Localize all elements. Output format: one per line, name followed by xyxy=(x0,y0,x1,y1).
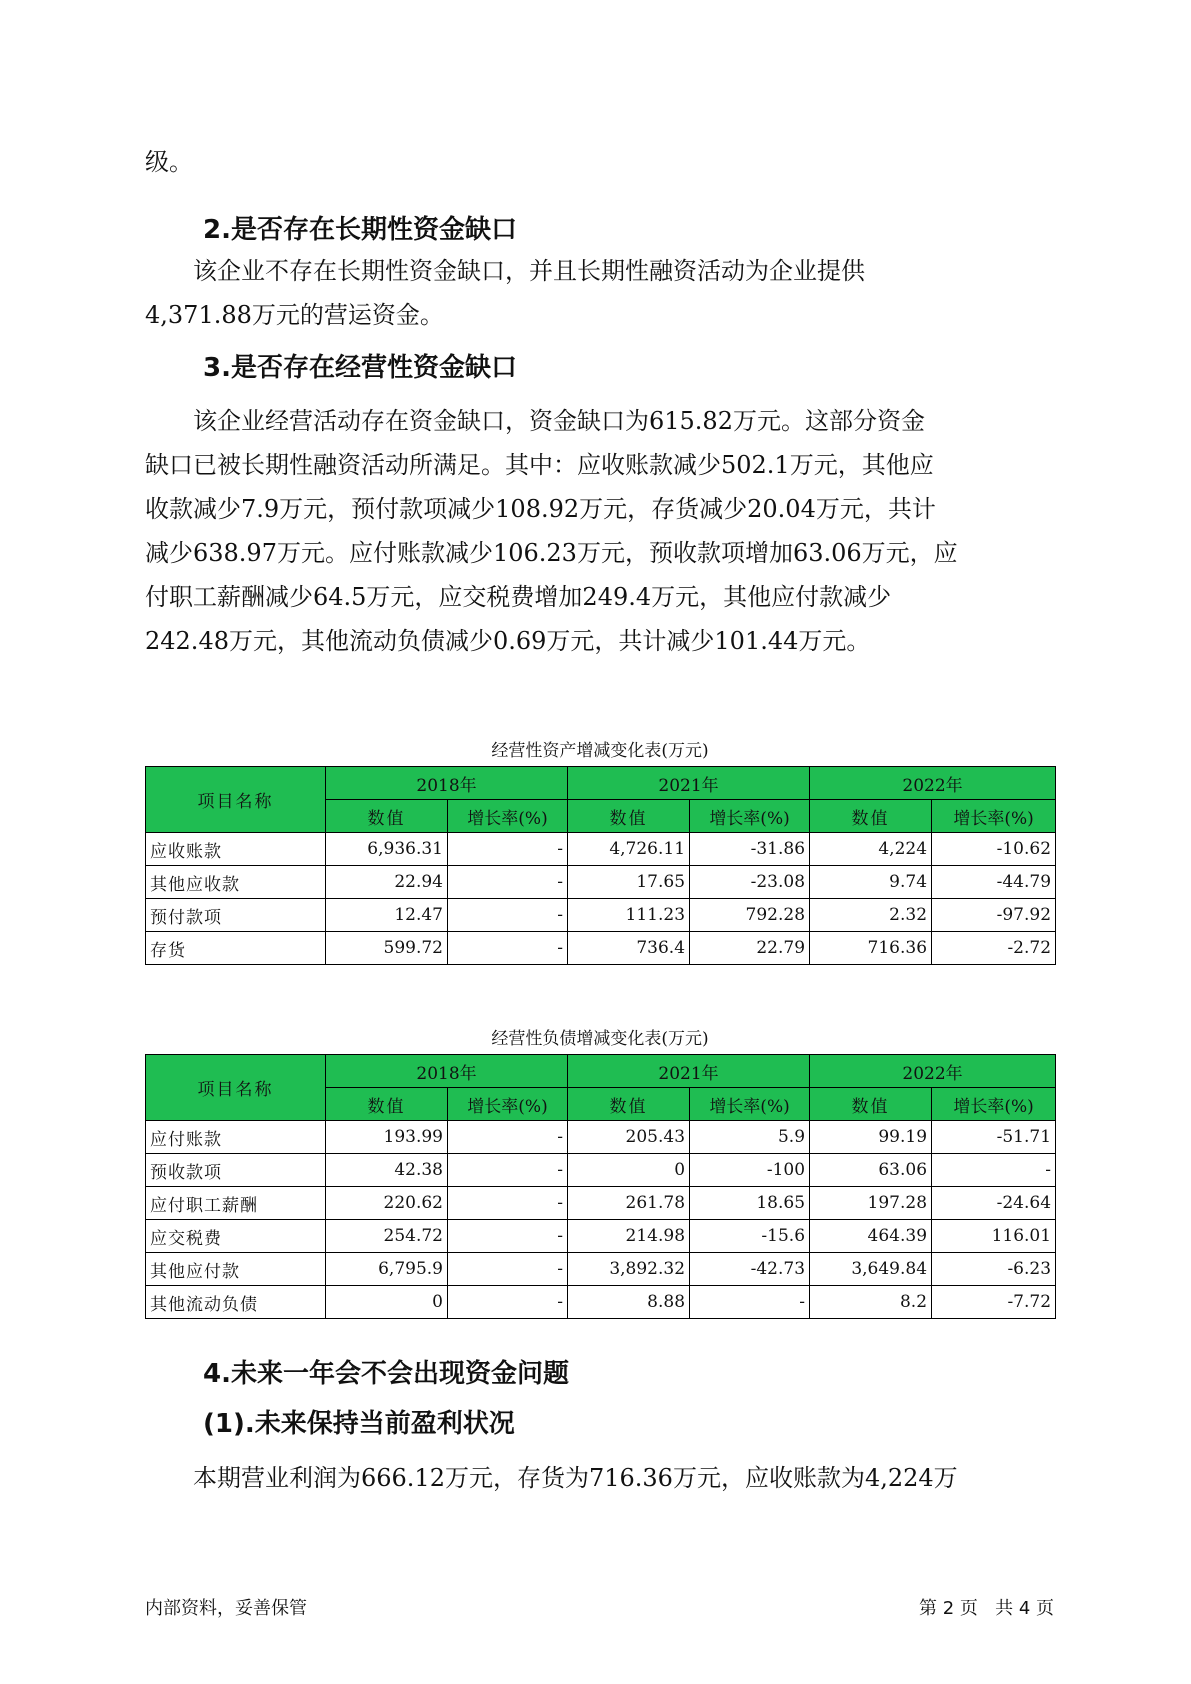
cell-value: 6,795.9 xyxy=(326,1253,448,1286)
cell-growth-rate: -7.72 xyxy=(932,1286,1056,1319)
cell-growth-rate: -24.64 xyxy=(932,1187,1056,1220)
cell-growth-rate: - xyxy=(932,1154,1056,1187)
cell-value: 12.47 xyxy=(326,899,448,932)
cell-growth-rate: 5.9 xyxy=(690,1121,810,1154)
heading-long-term-gap: 2.是否存在长期性资金缺口 xyxy=(203,215,517,245)
cell-value: 17.65 xyxy=(568,866,690,899)
cell-value: 3,892.32 xyxy=(568,1253,690,1286)
heading-operating-gap: 3.是否存在经营性资金缺口 xyxy=(203,353,517,383)
cell-value: 220.62 xyxy=(326,1187,448,1220)
cell-growth-rate: - xyxy=(448,932,568,965)
table-row xyxy=(146,1121,1056,1154)
paragraph-operating-gap xyxy=(145,399,1045,663)
header-year: 2021年 xyxy=(568,767,810,800)
cell-value: 254.72 xyxy=(326,1220,448,1253)
cell-value: 4,224 xyxy=(810,833,932,866)
cell-growth-rate: - xyxy=(448,1187,568,1220)
cell-value: 716.36 xyxy=(810,932,932,965)
cell-growth-rate: -15.6 xyxy=(690,1220,810,1253)
header-value: 数值 xyxy=(326,1088,448,1121)
row-item-name: 其他应收款 xyxy=(146,866,326,899)
row-item-name: 应付职工薪酬 xyxy=(146,1187,326,1220)
footer-confidential: 内部资料，妥善保管 xyxy=(145,1598,307,1619)
header-value: 数值 xyxy=(326,800,448,833)
header-growth: 增长率(%) xyxy=(690,800,810,833)
header-year: 2018年 xyxy=(326,767,568,800)
table-row xyxy=(146,833,1056,866)
cell-value: 8.88 xyxy=(568,1286,690,1319)
cell-growth-rate: -23.08 xyxy=(690,866,810,899)
cell-growth-rate: - xyxy=(448,899,568,932)
text-fragment: 级。 xyxy=(145,148,193,176)
table-row xyxy=(146,1253,1056,1286)
cell-growth-rate: -2.72 xyxy=(932,932,1056,965)
cell-growth-rate: -10.62 xyxy=(932,833,1056,866)
paragraph-long-term-gap xyxy=(145,249,1045,337)
header-item-name: 项目名称 xyxy=(146,767,326,833)
cell-value: 111.23 xyxy=(568,899,690,932)
cell-value: 0 xyxy=(326,1286,448,1319)
header-value: 数值 xyxy=(568,800,690,833)
heading-current-profit: (1).未来保持当前盈利状况 xyxy=(203,1409,515,1439)
row-item-name: 预收款项 xyxy=(146,1154,326,1187)
cell-value: 42.38 xyxy=(326,1154,448,1187)
cell-growth-rate: - xyxy=(690,1286,810,1319)
cell-value: 0 xyxy=(568,1154,690,1187)
header-item-name: 项目名称 xyxy=(146,1055,326,1121)
header-year: 2021年 xyxy=(568,1055,810,1088)
cell-value: 736.4 xyxy=(568,932,690,965)
paragraph-current-profit: 本期营业利润为666.12万元，存货为716.36万元，应收账款为4,224万 xyxy=(193,1464,958,1492)
cell-growth-rate: -97.92 xyxy=(932,899,1056,932)
paragraph-line: 付职工薪酬减少64.5万元，应交税费增加249.4万元，其他应付款减少 xyxy=(145,583,892,611)
paragraph-line: 该企业经营活动存在资金缺口，资金缺口为615.82万元。这部分资金 xyxy=(193,407,925,435)
row-item-name: 预付款项 xyxy=(146,899,326,932)
cell-value: 205.43 xyxy=(568,1121,690,1154)
cell-growth-rate: - xyxy=(448,1286,568,1319)
row-item-name: 应收账款 xyxy=(146,833,326,866)
cell-value: 599.72 xyxy=(326,932,448,965)
cell-growth-rate: -51.71 xyxy=(932,1121,1056,1154)
row-item-name: 应付账款 xyxy=(146,1121,326,1154)
row-item-name: 应交税费 xyxy=(146,1220,326,1253)
paragraph-line: 242.48万元，其他流动负债减少0.69万元，共计减少101.44万元。 xyxy=(145,627,871,655)
cell-growth-rate: - xyxy=(448,1220,568,1253)
cell-value: 8.2 xyxy=(810,1286,932,1319)
cell-growth-rate: -42.73 xyxy=(690,1253,810,1286)
paragraph-line: 收款减少7.9万元，预付款项减少108.92万元，存货减少20.04万元，共计 xyxy=(145,495,936,523)
row-item-name: 存货 xyxy=(146,932,326,965)
cell-growth-rate: - xyxy=(448,1154,568,1187)
header-growth: 增长率(%) xyxy=(690,1088,810,1121)
table-row xyxy=(146,1220,1056,1253)
table-row xyxy=(146,1187,1056,1220)
cell-growth-rate: -6.23 xyxy=(932,1253,1056,1286)
paragraph-line: 缺口已被长期性融资活动所满足。其中：应收账款减少502.1万元，其他应 xyxy=(145,451,934,479)
table-header-row xyxy=(146,767,1056,800)
cell-value: 9.74 xyxy=(810,866,932,899)
cell-value: 63.06 xyxy=(810,1154,932,1187)
cell-growth-rate: - xyxy=(448,833,568,866)
header-year: 2022年 xyxy=(810,1055,1056,1088)
table-row xyxy=(146,866,1056,899)
cell-value: 3,649.84 xyxy=(810,1253,932,1286)
header-growth: 增长率(%) xyxy=(448,1088,568,1121)
header-value: 数值 xyxy=(810,1088,932,1121)
header-growth: 增长率(%) xyxy=(448,800,568,833)
cell-value: 2.32 xyxy=(810,899,932,932)
heading-future-funding: 4.未来一年会不会出现资金问题 xyxy=(203,1359,569,1389)
table-row xyxy=(146,1154,1056,1187)
cell-value: 22.94 xyxy=(326,866,448,899)
cell-value: 6,936.31 xyxy=(326,833,448,866)
cell-growth-rate: -44.79 xyxy=(932,866,1056,899)
table-operating-assets xyxy=(145,766,1056,965)
cell-growth-rate: 18.65 xyxy=(690,1187,810,1220)
header-growth: 增长率(%) xyxy=(932,1088,1056,1121)
table-caption-liabilities: 经营性负债增减变化表(万元) xyxy=(491,1029,709,1049)
paragraph-line: 4,371.88万元的营运资金。 xyxy=(145,301,444,329)
cell-growth-rate: 22.79 xyxy=(690,932,810,965)
row-item-name: 其他应付款 xyxy=(146,1253,326,1286)
header-growth: 增长率(%) xyxy=(932,800,1056,833)
cell-value: 99.19 xyxy=(810,1121,932,1154)
header-value: 数值 xyxy=(568,1088,690,1121)
cell-growth-rate: - xyxy=(448,1121,568,1154)
cell-growth-rate: -31.86 xyxy=(690,833,810,866)
header-year: 2022年 xyxy=(810,767,1056,800)
table-header-row xyxy=(146,1055,1056,1088)
table-row xyxy=(146,932,1056,965)
cell-value: 464.39 xyxy=(810,1220,932,1253)
header-value: 数值 xyxy=(810,800,932,833)
cell-growth-rate: 116.01 xyxy=(932,1220,1056,1253)
cell-value: 193.99 xyxy=(326,1121,448,1154)
cell-value: 261.78 xyxy=(568,1187,690,1220)
table-operating-liabilities xyxy=(145,1054,1056,1319)
paragraph-line: 减少638.97万元。应付账款减少106.23万元，预收款项增加63.06万元，应 xyxy=(145,539,958,567)
cell-value: 214.98 xyxy=(568,1220,690,1253)
paragraph-line: 该企业不存在长期性资金缺口，并且长期性融资活动为企业提供 xyxy=(193,257,865,285)
table-caption-assets: 经营性资产增减变化表(万元) xyxy=(491,741,709,761)
cell-value: 4,726.11 xyxy=(568,833,690,866)
table-row xyxy=(146,1286,1056,1319)
table-row xyxy=(146,899,1056,932)
cell-growth-rate: 792.28 xyxy=(690,899,810,932)
header-year: 2018年 xyxy=(326,1055,568,1088)
cell-value: 197.28 xyxy=(810,1187,932,1220)
row-item-name: 其他流动负债 xyxy=(146,1286,326,1319)
footer-page-number: 第 2 页 共 4 页 xyxy=(919,1598,1054,1619)
cell-growth-rate: -100 xyxy=(690,1154,810,1187)
cell-growth-rate: - xyxy=(448,1253,568,1286)
cell-growth-rate: - xyxy=(448,866,568,899)
